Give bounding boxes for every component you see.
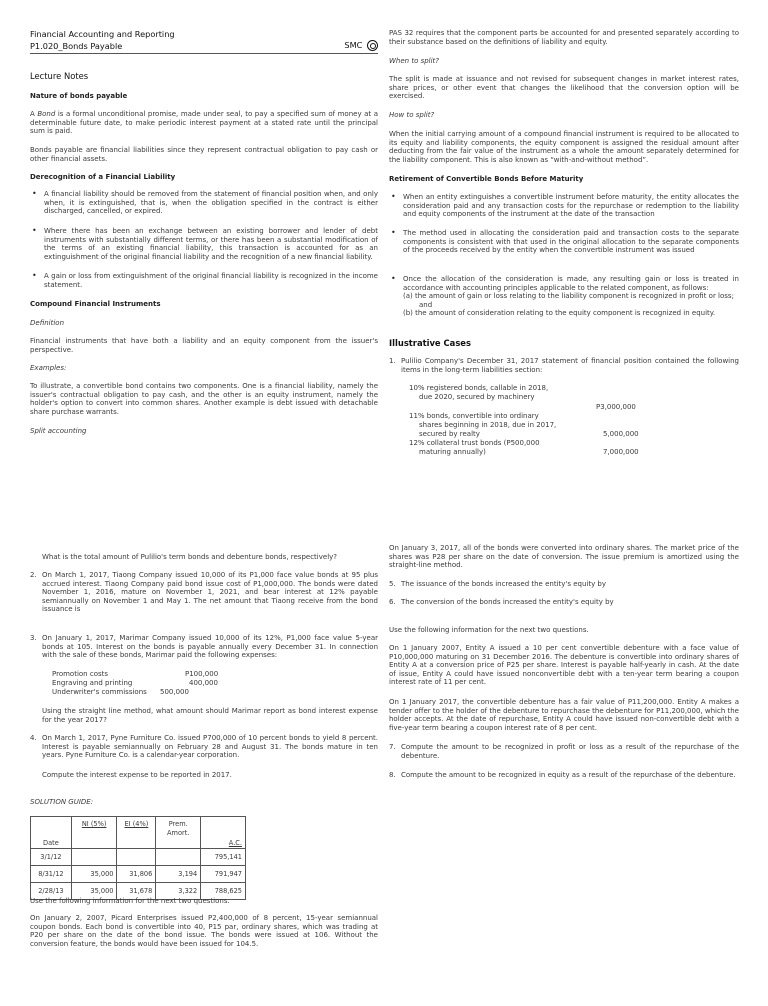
entity-a-repurchase-text: On 1 January 2017, the convertible debenture has a fair value of P11,200,000. Entity A makes a tender offer to the holder of the debenture to repurchase the debenture for P11,200,000, which the holder accepts. At the date of repurchase, Entity A could have issued non-convertible debt with a five-year term bearing a coupon interest rate of 8 per cent. [389,698,739,732]
liability-item-line: maturing annually) [419,448,486,456]
school-seal-icon [367,40,378,51]
pas32-text: PAS 32 requires that the component parts be accounted for and presented separately according to their substance based on the definitions of liability and equity. [389,29,739,46]
sub-item-b: (b) the amount of consideration relating to the equity component is recognized in equity. [403,309,716,318]
retirement-list [389,193,739,219]
course-title: Financial Accounting and Reporting [30,29,175,39]
liability-item-line: due 2020, secured by machinery [419,393,535,401]
liability-item-line: secured by realty [419,430,480,438]
question-number: 1. [389,357,396,365]
derecognition-list [30,190,378,216]
table-header-row [31,817,246,849]
module-code: P1.020_Bonds Payable [30,41,123,51]
question-8 [389,771,739,780]
liability-item: 10% registered bonds, callable in 2018, [409,384,549,392]
list-item: • The method used in allocating the consideration paid and transaction costs to the separate components is consistent with that used in the original allocation to the separate components of the proceeds received by the entity when the convertible instrument was issued [389,229,739,255]
question-number: 7. [389,743,396,751]
school-mark [344,40,378,51]
question-text: On January 1, 2017, Marimar Company issued 10,000 of its 12%, P1,000 face value 5-year bonds at 105. Interest on the bonds is payable annually every December 31. In connection with the sale of these bonds, Marimar paid the following expenses: [42,634,378,660]
q4-question: Compute the interest expense to be reported in 2017. [42,771,232,779]
expense-amount: P100,000 [185,670,219,678]
entity-a-text: On 1 January 2007, Entity A issued a 10 per cent convertible debenture with a face value of P10,000,000 maturing on 31 December 2016. The debenture is convertible into ordinary shares of Entity A at a conversion price of P25 per share. Interest is payable half-yearly in cash. At the date of issue, Entity A could have issued nonconvertible debt with a ten-year term bearing a coupon interest rate of 11 per cent. [389,644,739,687]
bond-term: Bond [37,110,56,118]
question-1 [389,357,739,374]
solution-guide-label: SOLUTION GUIDE: [30,798,94,806]
liability-amount: 5,000,000 [603,430,639,438]
table-row: 3/1/12 795,141 [31,849,246,866]
when-to-split-text: The split is made at issuance and not revised for subsequent changes in market interest rates, share prices, or other event that changes the likelihood that the conversion option will be exercised. [389,75,739,101]
picard-text: On January 2, 2007, Picard Enterprises issued P2,400,000 of 8 percent, 15-year semiannual coupon bonds. Each bond is convertible into 40, P15 par, ordinary shares, which was trading at P20 per share on the date of the bond issue. The bonds were issued at 106. Without the conversion feature, the bonds would have been issued for 104.5. [30,914,378,948]
lecture-notes-title: Lecture Notes [30,71,89,81]
definition-text: Financial instruments that have both a liability and an equity component from the issuer's perspective. [30,337,378,354]
list-item: • A gain or loss from extinguishment of the original financial liability is recognized in the income statement. [30,272,378,289]
question-number: 6. [389,598,396,606]
liability-item: 12% collateral trust bonds (P500,000 [409,439,540,447]
column-header: Prem. Amort. [156,817,201,849]
question-3 [30,634,378,660]
question-text: Compute the amount to be recognized in equity as a result of the repurchase of the debenture. [401,771,736,779]
solution-table [30,816,246,900]
conversion-text: On January 3, 2017, all of the bonds were converted into ordinary shares. The market price of the shares was P28 per share on the date of conversion. The issue premium is amortized using the straight-line method. [389,544,739,570]
use-info-text: Use the following information for the next two questions. [30,897,230,905]
how-to-split-label: How to split? [389,111,435,119]
header-rule [30,53,378,54]
question-6 [389,598,739,607]
derecognition-list-3 [30,272,378,289]
school-name: SMC [344,40,363,50]
column-header: Date [31,817,72,849]
expense-row: Promotion costs [52,670,109,678]
question-text: The issuance of the bonds increased the entity's equity by [401,580,607,588]
question-text: The conversion of the bonds increased the entity's equity by [401,598,614,606]
question-number: 3. [30,634,37,642]
column-header: A.C. [201,817,246,849]
retirement-list-3 [389,275,739,318]
module-title [30,41,378,51]
list-item: • Once the allocation of the consideration is made, any resulting gain or loss is treated in accordance with accounting principles applicable to the related component, as follows: (a) the amount of gain or loss relating to the liability component is recognized in profit or loss; and (b) the amount of consideration relating to the equity component is recognized in equity. [389,275,739,318]
sub-item-and: and [419,300,433,309]
bonds-liability-text: Bonds payable are financial liabilities since they represent contractual obligation to pay cash or other financial assets. [30,146,378,163]
liability-item-line: shares beginning in 2018, due in 2017, [419,421,557,429]
use-info-text: Use the following information for the next two questions. [389,626,589,634]
expense-amount: 400,000 [189,679,218,687]
illustrative-cases-heading: Illustrative Cases [389,338,471,348]
when-to-split-label: When to split? [389,57,440,65]
compound-heading: Compound Financial Instruments [30,300,161,308]
examples-text: To illustrate, a convertible bond contains two components. One is a financial liability, namely the issuer's contractual obligation to pay cash, and the other is an equity instrument, namely the holder's option to convert into common shares. Another example is debt issued with detachable share purchase warrants. [30,382,378,416]
derecognition-list-2 [30,227,378,261]
question-text: Compute the amount to be recognized in profit or loss as a result of the repurchase of the debenture. [401,743,739,760]
liability-item: 11% bonds, convertible into ordinary [409,412,539,420]
question-number: 2. [30,571,37,579]
list-item: • When an entity extinguishes a convertible instrument before maturity, the entity allocates the consideration paid and any transaction costs for the repurchase or redemption to the liability and equity components of the instrument at the date of the transaction [389,193,739,219]
definition-label: Definition [30,319,65,327]
how-to-split-text: When the initial carrying amount of a compound financial instrument is required to be allocated to its equity and liability components, the equity component is assigned the residual amount after deducting from the fair value of the instrument as a whole the amount separately determined for the liability component. This is also known as “with-and-without method”. [389,130,739,164]
question-text: Pulilio Company's December 31, 2017 statement of financial position contained the following items in the long-term liabilities section: [401,357,739,374]
sub-item-a: (a) the amount of gain or loss relating to the liability component is recognized in profit or loss; [403,292,734,301]
expense-amount: 500,000 [160,688,189,696]
table-row: 8/31/12 35,000 31,806 3,194 791,947 [31,866,246,883]
question-number: 5. [389,580,396,588]
expense-row: Underwriter's commissions [52,688,147,696]
q3-question: Using the straight line method, what amount should Marimar report as bond interest expense for the year 2017? [42,707,378,724]
liability-amount: P3,000,000 [596,403,636,411]
question-number: 8. [389,771,396,779]
table-row: 2/28/13 35,000 31,678 3,322 788,625 [31,883,246,900]
q1-question: What is the total amount of Pulilio's term bonds and debenture bonds, respectively? [42,553,337,561]
question-text: On March 1, 2017, Pyne Furniture Co. issued P700,000 of 10 percent bonds to yield 8 percent. Interest is payable semiannually on February 28 and August 31. The bonds mature in ten years. Pyne Furniture Co. is a calendar-year corporation. [42,734,378,760]
expense-row: Engraving and printing [52,679,133,687]
derecognition-heading: Derecognition of a Financial Liability [30,173,176,181]
list-item: • Where there has been an exchange between an existing borrower and lender of debt instruments with substantially different terms, or there has been a substantial modification of the terms of an existing financial liability, this transaction is accounted for as an extinguishment of the original financial liability and the recognition of a new financial liability. [30,227,378,261]
retirement-heading: Retirement of Convertible Bonds Before Maturity [389,175,584,183]
examples-label: Examples: [30,364,67,372]
bond-definition: A Bond is a formal unconditional promise, made under seal, to pay a specified sum of money at a determinable future date, to make periodic interest payment at a stated rate until the principal sum is paid. [30,110,378,136]
question-2 [30,571,378,614]
column-header: NI (5%) [71,817,117,849]
question-7 [389,743,739,760]
column-header: EI (4%) [117,817,156,849]
split-accounting-label: Split accounting [30,427,87,435]
question-4 [30,734,378,760]
liability-amount: 7,000,000 [603,448,639,456]
question-text: On March 1, 2017, Tiaong Company issued 10,000 of its P1,000 face value bonds at 95 plus accrued interest. Tiaong Company paid bond issue cost of P1,000,000. The bonds were dated November 1, 2016, mature on November 1, 2021, and bear interest at 12% payable semiannually on November 1 and May 1. The net amount that Tiaong receive from the bond issuance is [42,571,378,614]
list-item: • A financial liability should be removed from the statement of financial position when, and only when, it is extinguished, that is, when the obligation specified in the contract is either discharged, cancelled, or expired. [30,190,378,216]
question-number: 4. [30,734,37,742]
retirement-list-2 [389,229,739,255]
question-5 [389,580,739,589]
nature-heading: Nature of bonds payable [30,92,128,100]
